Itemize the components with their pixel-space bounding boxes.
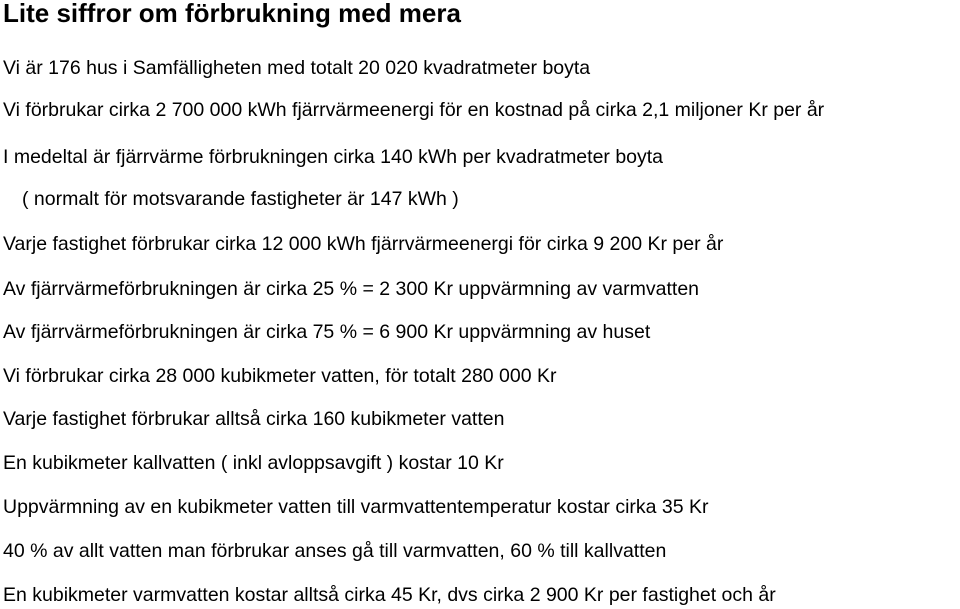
document-title: Lite siffror om förbrukning med mera xyxy=(3,0,461,28)
text-line-houses-area: Vi är 176 hus i Samfälligheten med totalt 20 020 kvadratmeter boyta xyxy=(3,57,591,79)
text-line-water-total: Vi förbrukar cirka 28 000 kubikmeter vatten, för totalt 280 000 Kr xyxy=(3,365,557,387)
text-line-water-split: 40 % av allt vatten man förbrukar anses gå till varmvatten, 60 % till kallvatten xyxy=(3,540,667,562)
text-line-water-per-property: Varje fastighet förbrukar alltså cirka 160 kubikmeter vatten xyxy=(3,408,505,430)
text-line-house-heating-share: Av fjärrvärmeförbrukningen är cirka 75 % = 6 900 Kr uppvärmning av huset xyxy=(3,321,651,343)
text-line-hot-water-cost: En kubikmeter varmvatten kostar alltså cirka 45 Kr, dvs cirka 2 900 Kr per fastighet och år xyxy=(3,584,776,606)
text-line-heating-water-cost: Uppvärmning av en kubikmeter vatten till varmvattentemperatur kostar cirka 35 Kr xyxy=(3,496,709,518)
text-line-hot-water-share: Av fjärrvärmeförbrukningen är cirka 25 % = 2 300 Kr uppvärmning av varmvatten xyxy=(3,278,700,300)
text-line-per-property-heating: Varje fastighet förbrukar cirka 12 000 kWh fjärrvärmeenergi för cirka 9 200 Kr per år xyxy=(3,233,724,255)
text-line-normal-comparison: ( normalt för motsvarande fastigheter är 147 kWh ) xyxy=(22,188,459,210)
text-line-average-consumption: I medeltal är fjärrvärme förbrukningen cirka 140 kWh per kvadratmeter boyta xyxy=(3,146,664,168)
text-line-cold-water-cost: En kubikmeter kallvatten ( inkl avloppsavgift ) kostar 10 Kr xyxy=(3,452,504,474)
text-line-district-heating-total: Vi förbrukar cirka 2 700 000 kWh fjärrvärmeenergi för en kostnad på cirka 2,1 miljoner Kr per år xyxy=(3,99,825,121)
